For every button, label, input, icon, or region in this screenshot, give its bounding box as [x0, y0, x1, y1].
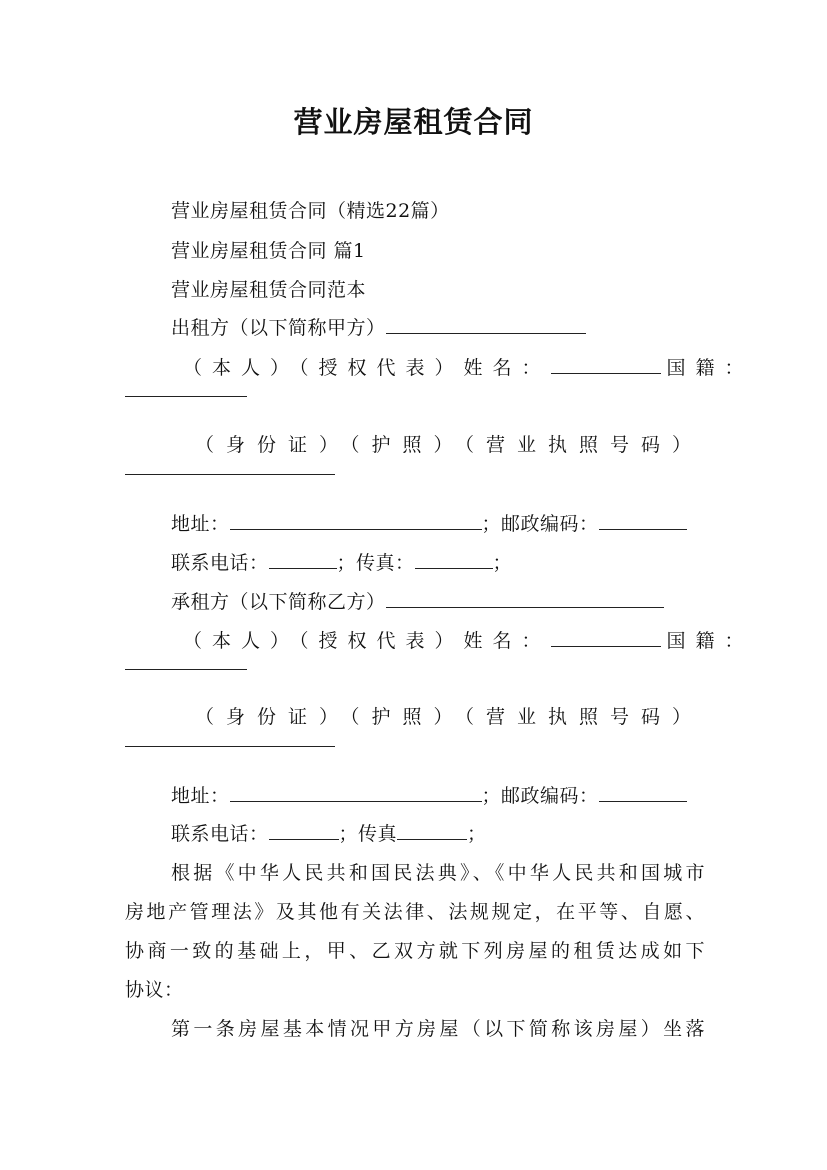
- lessee-id-label: （身份证）（护照）（营业执照号码）: [195, 706, 704, 728]
- document-title: 营业房屋租赁合同: [293, 105, 534, 139]
- lessee-nationality-label: 国籍：: [666, 630, 754, 652]
- lessee-phone-line: [125, 821, 751, 847]
- lessee-fax-end: ；: [467, 823, 487, 845]
- lessee-fax-blank: [397, 821, 467, 840]
- para1-line4: 协议：: [125, 979, 184, 1001]
- lessor-address-label: 地址：: [171, 513, 230, 535]
- lessor-nationality-blank: [125, 396, 247, 397]
- lessor-phone-line: [125, 550, 751, 576]
- lessee-phone-label: 联系电话：: [171, 823, 269, 845]
- lessee-address-line: [125, 783, 751, 809]
- lessee-postcode-label: ；邮政编码：: [481, 785, 599, 807]
- lessor-postcode-blank: [599, 511, 687, 530]
- lessor-id-label: （身份证）（护照）（营业执照号码）: [195, 434, 704, 456]
- lessee-postcode-blank: [599, 783, 687, 802]
- lessee-line: [125, 589, 751, 615]
- chapter-line: 营业房屋租赁合同 篇1: [171, 240, 366, 262]
- lessee-label: 承租方（以下简称乙方）: [171, 591, 386, 613]
- lessee-name-blank: [551, 628, 661, 647]
- lessor-rep-label: （本人）（授权代表）姓名：: [183, 357, 551, 379]
- lessor-fax-end: ；: [492, 552, 513, 574]
- para1-line1: 根据《中华人民共和国民法典》、《中华人民共和国城市: [171, 862, 705, 884]
- article1-line: 第一条房屋基本情况甲方房屋（以下简称该房屋）坐落: [171, 1018, 705, 1040]
- lessor-nationality-label: 国籍：: [666, 357, 754, 379]
- lessee-id-blank: [125, 746, 335, 747]
- lessor-line: [125, 315, 751, 341]
- lessor-address-line: [125, 511, 751, 537]
- lessor-postcode-label: ；邮政编码：: [481, 513, 599, 535]
- lessee-fax-label: ；传真: [338, 823, 398, 845]
- lessee-rep-label: （本人）（授权代表）姓名：: [183, 630, 551, 652]
- lessee-rep-line: [125, 628, 763, 654]
- lessor-label: 出租方（以下简称甲方）: [171, 317, 386, 339]
- lessor-address-blank: [230, 511, 482, 530]
- lessor-fax-label: ；传真：: [336, 552, 415, 574]
- lessee-phone-blank: [269, 821, 339, 840]
- lessee-id-line: [125, 704, 775, 730]
- lessee-address-blank: [230, 783, 482, 802]
- lessor-blank: [386, 315, 586, 334]
- lessor-phone-label: 联系电话：: [171, 552, 269, 574]
- para1-line3: 协商一致的基础上，甲、乙双方就下列房屋的租赁达成如下: [125, 940, 705, 962]
- lessor-id-line: [125, 432, 775, 458]
- lessor-fax-blank: [415, 550, 493, 569]
- lessor-id-blank: [125, 474, 335, 475]
- lessee-address-label: 地址：: [171, 785, 230, 807]
- subtitle-line: 营业房屋租赁合同（精选22篇）: [171, 200, 450, 222]
- lessor-phone-blank: [269, 550, 337, 569]
- lessor-name-blank: [551, 355, 661, 374]
- lessor-rep-line: [125, 355, 763, 381]
- para1-line2: 房地产管理法》及其他有关法律、法规规定，在平等、自愿、: [125, 901, 705, 923]
- sample-line: 营业房屋租赁合同范本: [171, 279, 367, 301]
- lessee-nationality-blank: [125, 669, 247, 670]
- lessee-blank: [386, 589, 664, 608]
